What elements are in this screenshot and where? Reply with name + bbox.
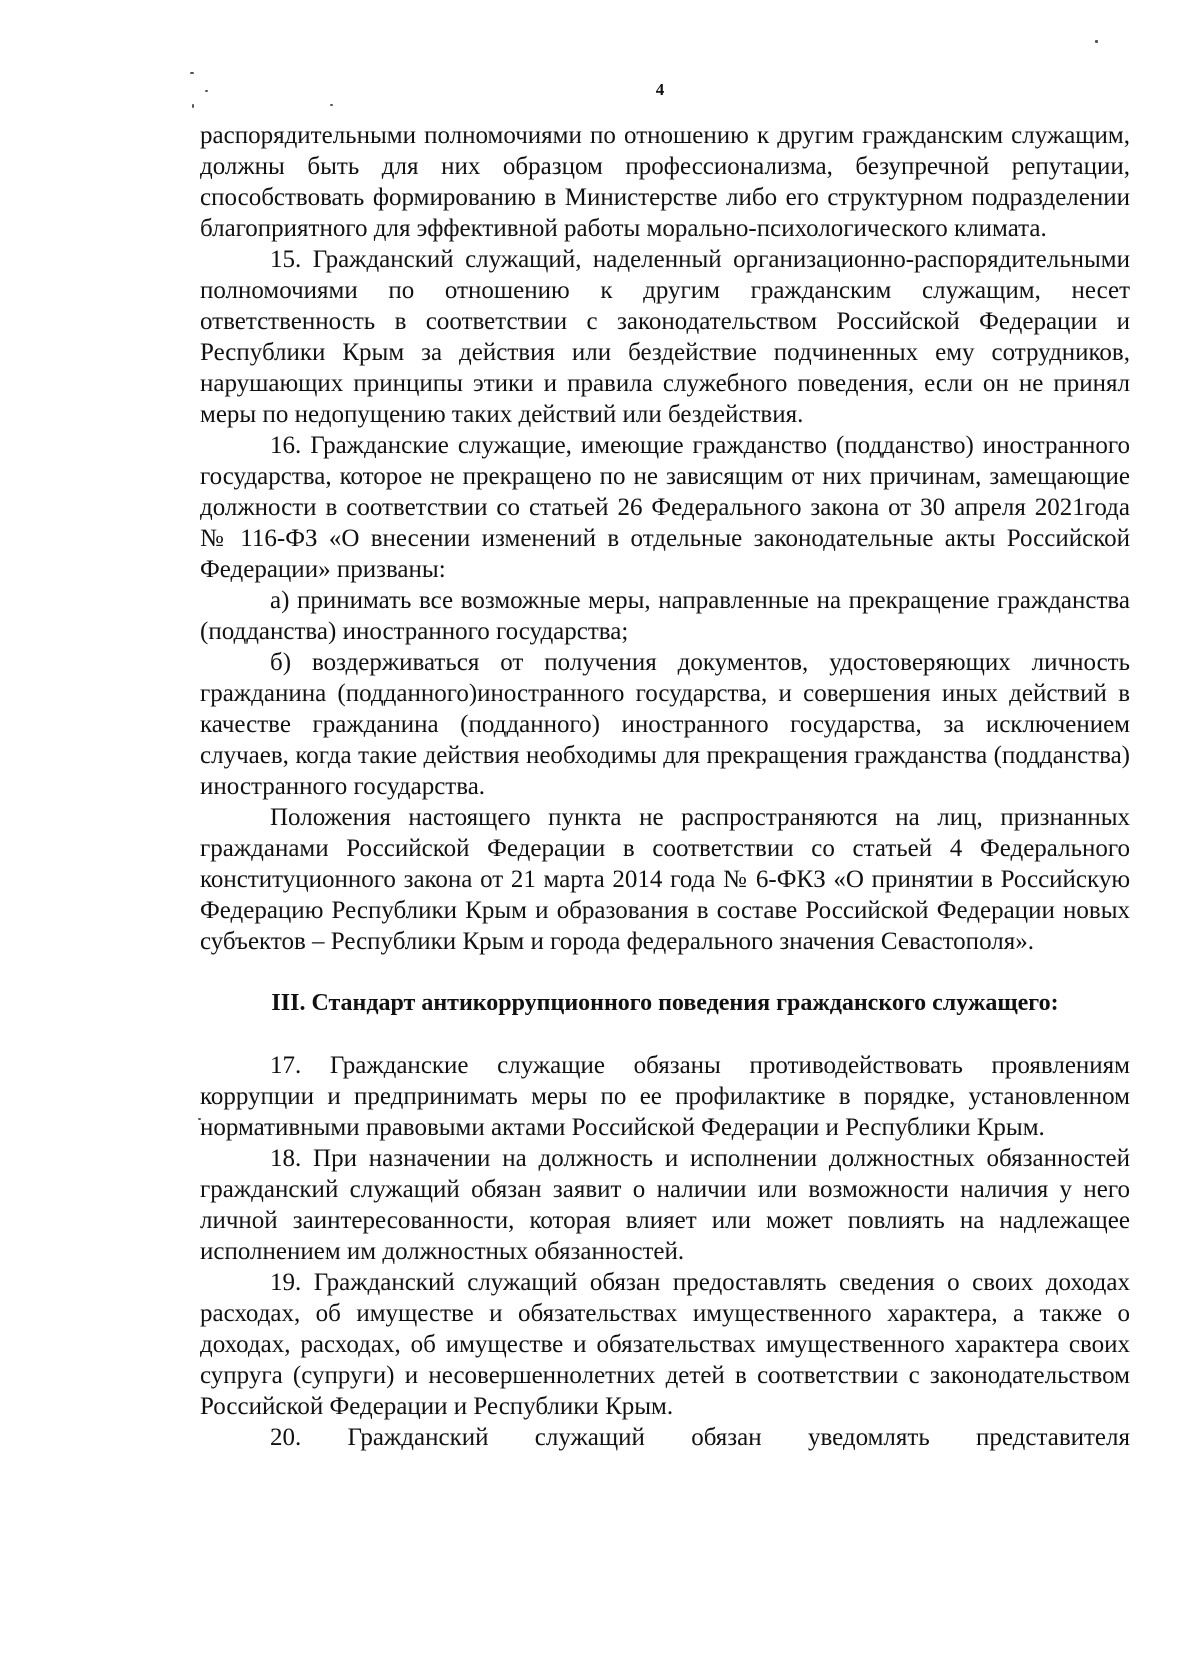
paragraph-18: 18. При назначении на должность и исполнении должностных обязанностей гражданский служащий обязан заявит о наличии или возможности наличия у него личной заинтересованности, которая влияет или может повлиять на надлежащее исполнением им должностных обязанностей. bbox=[200, 1145, 1130, 1265]
paragraph-17: 17. Гражданские служащие обязаны противодействовать проявлениям коррупции и предпринимать меры по ее профилактике в порядке, установленном нормативными правовыми актами Российской Федерации и Республики Крым. bbox=[200, 1052, 1130, 1141]
scan-speck bbox=[1095, 40, 1098, 43]
paragraph-19: 19. Гражданский служащий обязан предоставлять сведения о своих доходах расходах, об имуществе и обязательствах имущественного характера, а также о доходах, расходах, об имуществе и обязательствах имущественного характера своих супруга (супруги) и несовершеннолетних детей в соответствии с законодательством Российской Федерации и Республики Крым. bbox=[200, 1269, 1130, 1420]
page-number: 4 bbox=[655, 80, 665, 99]
paragraph-16-item-b: б) воздерживаться от получения документов, удостоверяющих личность гражданина (подданного)иностранного государства, и совершения иных действий в качестве гражданина (подданного) иностранного государства, за исключением случаев, когда такие действия необходимы для прекращения гражданства (подданства) иностранного государства. bbox=[200, 649, 1130, 800]
paragraph-16-note: Положения настоящего пункта не распространяются на лиц, признанных гражданами Российской Федерации в соответствии со статьей 4 Федерального конституционного закона от 21 марта 2014 года № 6-ФКЗ «О принятии в Российскую Федерацию Республики Крым и образования в составе Российской Федерации новых субъектов – Республики Крым и города федерального значения Севастополя». bbox=[200, 804, 1130, 955]
paragraph-continuation: распорядительными полномочиями по отношению к другим гражданским служащим, должны быть для них образцом профессионализма, безупречной репутации, способствовать формированию в Министерстве либо его структурном подразделении благоприятного для эффективной работы морально-психологического климата. bbox=[200, 122, 1130, 242]
scan-speck bbox=[192, 104, 194, 108]
paragraph-16: 16. Гражданские служащие, имеющие гражданство (подданство) иностранного государства, которое не прекращено по не зависящим от них причинам, замещающие должности в соответствии со статьей 26 Федерального закона от 30 апреля 2021года № 116-ФЗ «О внесении изменений в отдельные законодательные акты Российской Федерации» призваны: bbox=[200, 432, 1130, 583]
paragraph-20: 20. Гражданский служащий обязан уведомлять представителя bbox=[270, 1424, 1130, 1451]
document-body bbox=[200, 120, 1130, 1453]
paragraph-15: 15. Гражданский служащий, наделенный организационно-распорядительными полномочиями по отношению к другим гражданским служащим, несет ответственность в соответствии с законодательством Российской Федерации и Республики Крым за действия или бездействие подчиненных ему сотрудников, нарушающих принципы этики и правила служебного поведения, если он не принял меры по недопущению таких действий или бездействия. bbox=[200, 246, 1130, 428]
scan-speck bbox=[330, 104, 333, 106]
paragraph-16-item-a: а) принимать все возможные меры, направленные на прекращение гражданства (подданства) иностранного государства; bbox=[200, 587, 1130, 645]
section-heading: III. Стандарт антикоррупционного поведения гражданского служащего: bbox=[271, 990, 1059, 1016]
scan-speck bbox=[190, 72, 194, 74]
